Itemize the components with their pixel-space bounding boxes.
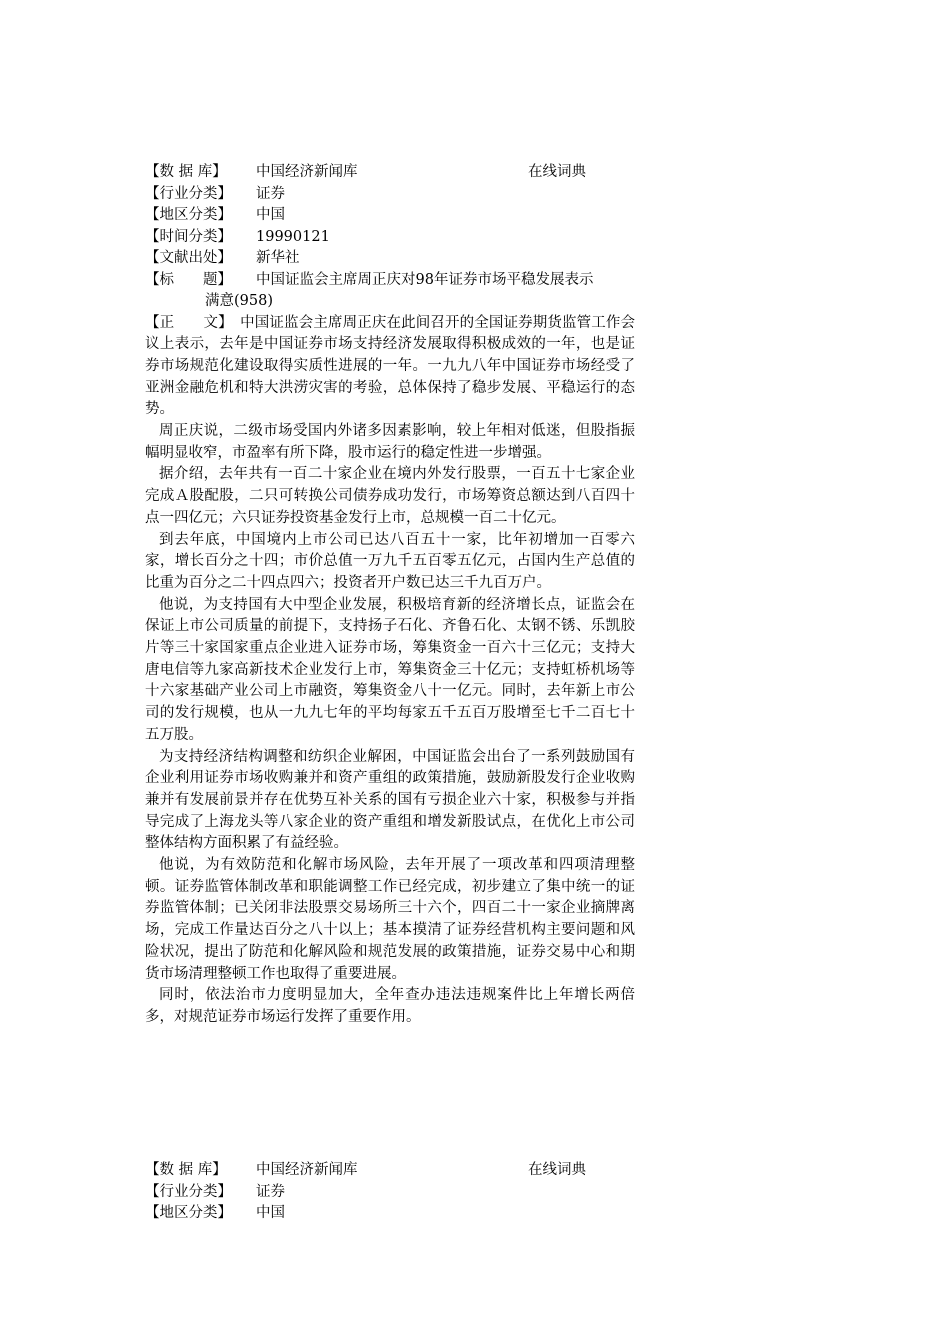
industry-row — [145, 1182, 635, 1204]
region-label: 【地区分类】 — [145, 207, 232, 223]
source-row — [145, 248, 635, 270]
title-row — [145, 270, 635, 313]
news-record-1 — [145, 162, 635, 1029]
region-row — [145, 205, 635, 227]
body-paragraph-2: 周正庆说，二级市场受国内外诸多因素影响，较上年相对低迷，但股指振幅明显收窄，市盈率有所下降，股市运行的稳定性进一步增强。 — [145, 423, 635, 461]
industry-value: 证券 — [256, 185, 285, 202]
time-label: 【时间分类】 — [145, 228, 232, 245]
title-text-line-2: 满意(958) — [205, 293, 273, 309]
body-paragraph-3: 据介绍，去年共有一百二十家企业在境内外发行股票，一百五十七家企业完成Ａ股配股，二只可转换公司债券成功发行，市场筹资总额达到八百四十点一四亿元；六只证券投资基金发行上市，总规模一百二十亿元。 — [145, 466, 635, 526]
title-label: 【标 题】 — [145, 271, 232, 288]
industry-label: 【行业分类】 — [145, 185, 232, 202]
title-text-line-1: 中国证监会主席周正庆对98年证券市场平稳发展表示 — [256, 271, 594, 288]
article-body — [145, 313, 635, 1029]
body-paragraph-1-text: 中国证监会主席周正庆在此间召开的全国证券期货监管工作会议上表示，去年是中国证券市场支持经济发展取得积极成效的一年，也是证券市场规范化建设取得实质性进展的一年。一九九八年中国证券市场经受了亚洲金融危机和特大洪涝灾害的考验，总体保持了稳步发展、平稳运行的态势。 — [145, 314, 636, 418]
body-paragraph-6: 为支持经济结构调整和纺织企业解困，中国证监会出台了一系列鼓励国有企业利用证券市场收购兼并和资产重组的政策措施，鼓励新股发行企业收购兼并有发展前景并存在优势互补关系的国有亏损企业六十家，积极参与并指导完成了上海龙头等八家企业的资产重组和增发新股试点，在优化上市公司整体结构方面积累了有益经验。 — [145, 748, 635, 852]
body-paragraph-1 — [145, 313, 635, 422]
source-value: 新华社 — [256, 250, 300, 266]
database-value: 中国经济新闻库 — [256, 164, 358, 180]
industry-label: 【行业分类】 — [145, 1183, 232, 1200]
time-row — [145, 227, 635, 249]
body-paragraph-8: 同时，依法治市力度明显加大，全年查办违法违规案件比上年增长两倍多，对规范证券市场运行发挥了重要作用。 — [145, 987, 635, 1025]
body-paragraph-5: 他说，为支持国有大中型企业发展，积极培育新的经济增长点，证监会在保证上市公司质量的前提下，支持扬子石化、齐鲁石化、太钢不锈、乐凯胶片等三十家国家重点企业进入证券市场，筹集资金一百六十三亿元；支持大唐电信等九家高新技术企业发行上市，筹集资金三十亿元；支持虹桥机场等十六家基础产业公司上市融资，筹集资金八十一亿元。同时，去年新上市公司的发行规模，也从一九九七年的平均每家五千五百万股增至七千二百七十五万股。 — [145, 596, 635, 743]
region-value: 中国 — [256, 1205, 285, 1221]
industry-row — [145, 184, 635, 206]
time-value: 19990121 — [256, 228, 330, 245]
region-value: 中国 — [256, 207, 285, 223]
online-dictionary-link[interactable]: 在线词典 — [528, 1162, 586, 1178]
news-record-2 — [145, 1160, 635, 1225]
body-paragraph-4: 到去年底，中国境内上市公司已达八百五十一家，比年初增加一百零六家，增长百分之十四；市价总值一万九千五百零五亿元，占国内生产总值的比重为百分之二十四点四六；投资者开户数已达三千九百万户。 — [145, 531, 635, 591]
database-value: 中国经济新闻库 — [256, 1162, 358, 1178]
database-row — [145, 162, 635, 184]
region-row — [145, 1203, 635, 1225]
database-label: 【数 据 库】 — [145, 1162, 227, 1178]
database-row — [145, 1160, 635, 1182]
database-label: 【数 据 库】 — [145, 164, 227, 180]
body-label: 【正 文】 — [145, 314, 226, 331]
online-dictionary-link[interactable]: 在线词典 — [528, 164, 586, 180]
industry-value: 证券 — [256, 1183, 285, 1200]
region-label: 【地区分类】 — [145, 1205, 232, 1221]
body-paragraph-7: 他说，为有效防范和化解市场风险，去年开展了一项改革和四项清理整顿。证券监管体制改革和职能调整工作已经完成，初步建立了集中统一的证券监管体制；已关闭非法股票交易场所三十六个，四百二十一家企业摘牌离场，完成工作量达百分之八十以上；基本摸清了证券经营机构主要问题和风险状况，提出了防范和化解风险和规范发展的政策措施，证券交易中心和期货市场清理整顿工作也取得了重要进展。 — [145, 857, 635, 982]
source-label: 【文献出处】 — [145, 250, 232, 266]
